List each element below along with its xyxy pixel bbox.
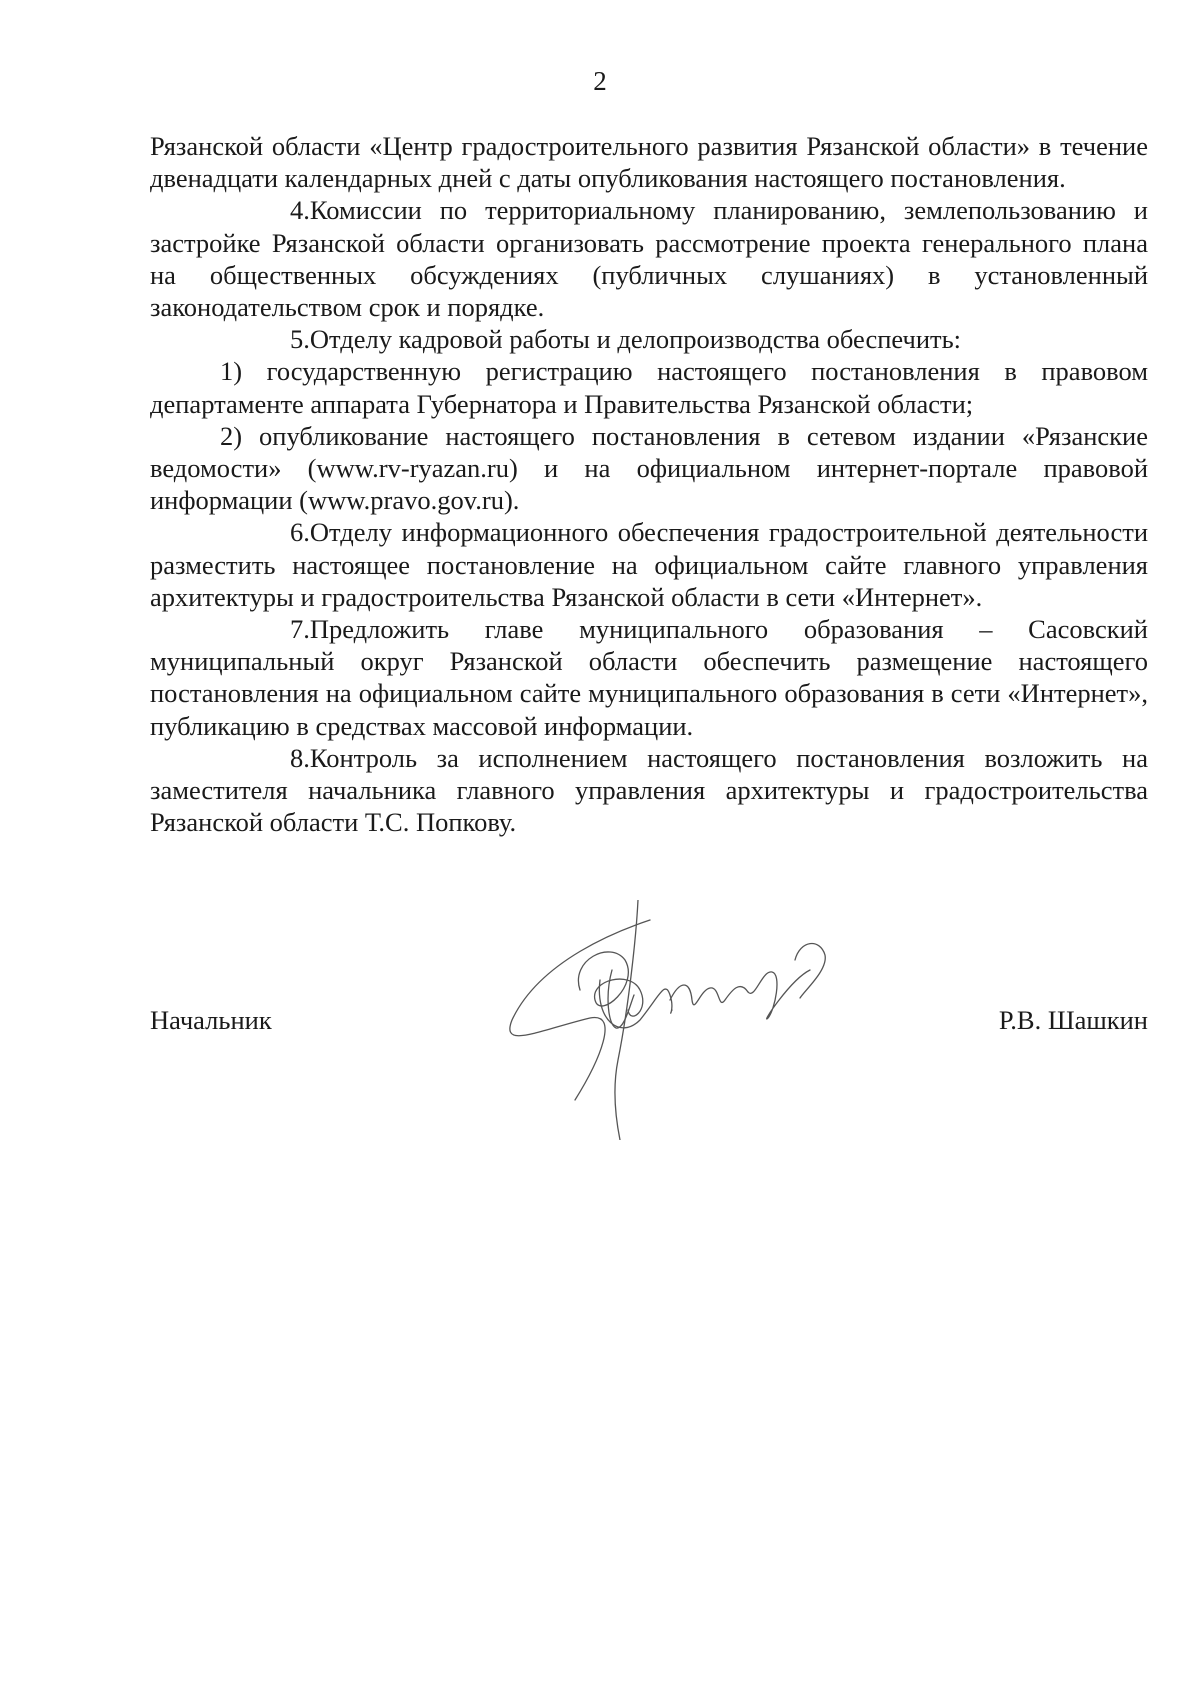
paragraph-7-text: Предложить главе муниципального образования – Сасовский муниципальный округ Рязанской области обеспечить размещение настоящего постановления на официальном сайте муниципального образования в сети «Интернет», публикацию в средствах массовой информации.: [150, 614, 1148, 741]
document-body: [150, 130, 1148, 838]
handwritten-signature: [500, 900, 860, 1140]
paragraph-6: [150, 516, 1148, 613]
paragraph-8-text: Контроль за исполнением настоящего постановления возложить на заместителя начальника главного управления архитектуры и градостроительства Рязанской области Т.С. Попкову.: [150, 742, 1148, 838]
paragraph-6-number: 6.: [290, 517, 310, 548]
paragraph-4-number: 4.: [290, 195, 310, 226]
paragraph-6-text: Отделу информационного обеспечения градостроительной деятельности разместить настоящее постановление на официальном сайте главного управления архитектуры и градостроительства Рязанской области в сети «Интернет».: [150, 517, 1148, 612]
paragraph-5-text: Отделу кадровой работы и делопроизводства обеспечить:: [309, 324, 962, 355]
paragraph-8-number: 8.: [290, 742, 310, 773]
signatory-name: Р.В. Шашкин: [998, 1005, 1148, 1035]
paragraph-4-text: Комиссии по территориальному планированию, землепользованию и застройке Рязанской области организовать рассмотрение проекта генерального плана на общественных обсуждениях (публичных слушаниях) в установленный законодательством срок и порядке.: [150, 195, 1148, 323]
paragraph-5-subitem-1: 1) государственную регистрацию настоящего постановления в правовом департаменте аппарата Губернатора и Правительства Рязанской области;: [150, 356, 1148, 419]
paragraph-continuation: Рязанской области «Центр градостроительного развития Рязанской области» в течение двенадцати календарных дней с даты опубликования настоящего постановления.: [150, 131, 1148, 194]
paragraph-5-number: 5.: [290, 324, 310, 355]
paragraph-8: [150, 742, 1148, 839]
paragraph-7: [150, 613, 1148, 742]
paragraph-4: [150, 194, 1148, 323]
paragraph-5-subitem-2: 2) опубликование настоящего постановления в сетевом издании «Рязанские ведомости» (www.rv-ryazan.ru) и на официальном интернет-портале правовой информации (www.pravo.gov.ru).: [150, 420, 1148, 516]
paragraph-7-number: 7.: [290, 614, 310, 645]
page-number: 2: [593, 66, 607, 96]
paragraph-5: [150, 323, 1148, 355]
signatory-position: Начальник: [150, 1005, 272, 1035]
